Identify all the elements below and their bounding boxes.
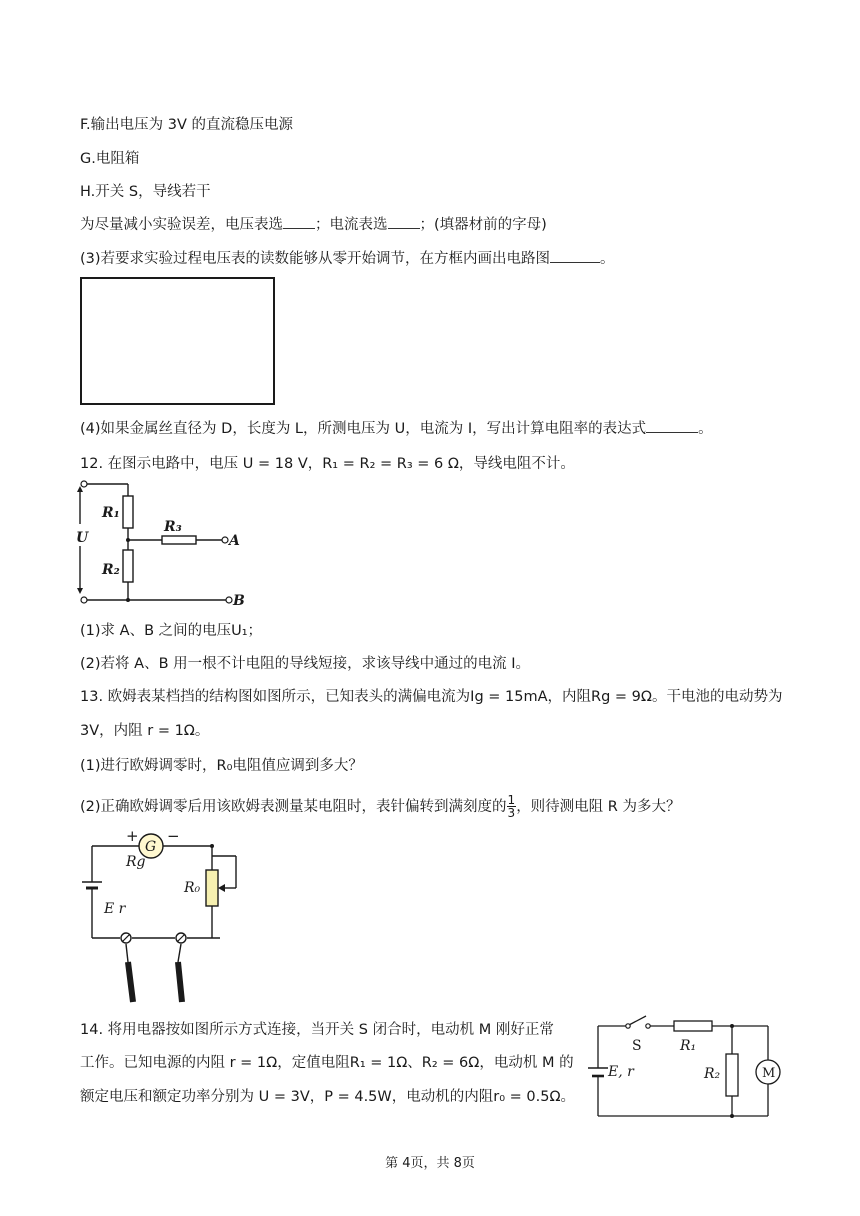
resistor-r1: [674, 1021, 712, 1031]
selection-text-b: ；电流表选: [315, 217, 388, 233]
fig12-label-r1: R₁: [102, 505, 120, 521]
switch-s: [629, 1016, 646, 1025]
circuit-blank[interactable]: [550, 250, 600, 263]
probe-left: [128, 962, 133, 1002]
question-3-end: 。: [600, 251, 615, 267]
fig13-label-rg: Rg: [126, 854, 146, 870]
fig14-label-er: E, r: [608, 1064, 634, 1080]
resistor-r2: [123, 550, 133, 582]
figure-14-circuit: [586, 1006, 786, 1122]
probe-right: [178, 962, 182, 1002]
option-h: H.开关 S，导线若干: [80, 184, 211, 200]
resistor-r3: [162, 536, 196, 544]
fraction-one-third: [507, 794, 517, 819]
fig13-plus: +: [126, 827, 139, 845]
question-4-text: (4)如果金属丝直径为 D，长度为 L，所测电压为 U，电流为 I，写出计算电阻率的表达式: [80, 421, 647, 437]
problem-12-part-1: (1)求 A、B 之间的电压U₁；: [80, 623, 263, 639]
option-g: G.电阻箱: [80, 151, 140, 167]
fig12-label-a: A: [229, 533, 240, 549]
voltmeter-blank[interactable]: [283, 216, 315, 229]
fig12-label-r3: R₃: [164, 519, 182, 535]
problem-13-part-2-text-b: ，则待测电阻 R 为多大？: [516, 799, 681, 815]
fig14-label-r1: R₁: [680, 1038, 697, 1054]
problem-14-line-2: 工作。已知电源的内阻 r = 1Ω，定值电阻R₁ = 1Ω、R₂ = 6Ω，电动机 M 的: [80, 1055, 574, 1071]
question-3-text: (3)若要求实验过程电压表的读数能够从零开始调节，在方框内画出电路图: [80, 251, 551, 267]
fraction-denominator: 3: [507, 806, 516, 820]
problem-13-cont: 3V，内阻 r = 1Ω。: [80, 723, 210, 739]
problem-12: 12. 在图示电路中，电压 U = 18 V，R₁ = R₂ = R₃ = 6 Ω，导线电阻不计。: [80, 456, 575, 472]
ammeter-blank[interactable]: [388, 216, 420, 229]
question-4: [80, 417, 713, 438]
fraction-numerator: 1: [507, 793, 516, 807]
fig14-label-s: S: [632, 1038, 642, 1054]
fig12-label-r2: R₂: [102, 562, 120, 578]
fig14-label-r2: R₂: [704, 1066, 721, 1082]
fig14-label-m: M: [762, 1066, 776, 1081]
fig12-label-u: U: [76, 530, 89, 546]
fig12-label-b: B: [233, 593, 245, 608]
question-4-end: 。: [698, 421, 713, 437]
circuit-drawing-box[interactable]: [80, 277, 275, 405]
page-footer: 第 4页，共 8页: [385, 1156, 475, 1171]
fig13-label-r0: R₀: [184, 880, 201, 896]
problem-13: 13. 欧姆表某档挡的结构图如图所示，已知表头的满偏电流为Ig = 15mA，内阻Rg = 9Ω。干电池的电动势为: [80, 689, 783, 705]
problem-12-part-2: (2)若将 A、B 用一根不计电阻的导线短接，求该导线中通过的电流 I。: [80, 656, 531, 672]
fig13-minus: −: [167, 827, 180, 845]
fig13-galvanometer-label: G: [145, 839, 157, 855]
question-3: [80, 247, 615, 268]
selection-text-c: ；(填器材前的字母): [419, 217, 547, 233]
selection-question: [80, 213, 547, 234]
option-f: F.输出电压为 3V 的直流稳压电源: [80, 117, 293, 133]
problem-13-part-2-text-a: (2)正确欧姆调零后用该欧姆表测量某电阻时，表针偏转到满刻度的: [80, 799, 507, 815]
resistor-r2: [726, 1054, 738, 1096]
figure-12-circuit: [76, 476, 246, 608]
rheostat-r0: [206, 870, 218, 906]
problem-13-part-1: (1)进行欧姆调零时，R₀电阻值应调到多大？: [80, 758, 363, 774]
selection-text-a: 为尽量减小实验误差，电压表选: [80, 217, 283, 233]
resistor-r1: [123, 496, 133, 528]
problem-14-line-3: 额定电压和额定功率分别为 U = 3V，P = 4.5W，电动机的内阻r₀ = 0.5Ω。: [80, 1089, 576, 1105]
figure-13-ohmmeter: [80, 826, 240, 1006]
fig13-label-er: E r: [104, 901, 126, 917]
problem-13-part-2: [80, 794, 680, 819]
problem-14-line-1: 14. 将用电器按如图所示方式连接，当开关 S 闭合时，电动机 M 刚好正常: [80, 1022, 554, 1038]
resistivity-blank[interactable]: [646, 420, 698, 433]
